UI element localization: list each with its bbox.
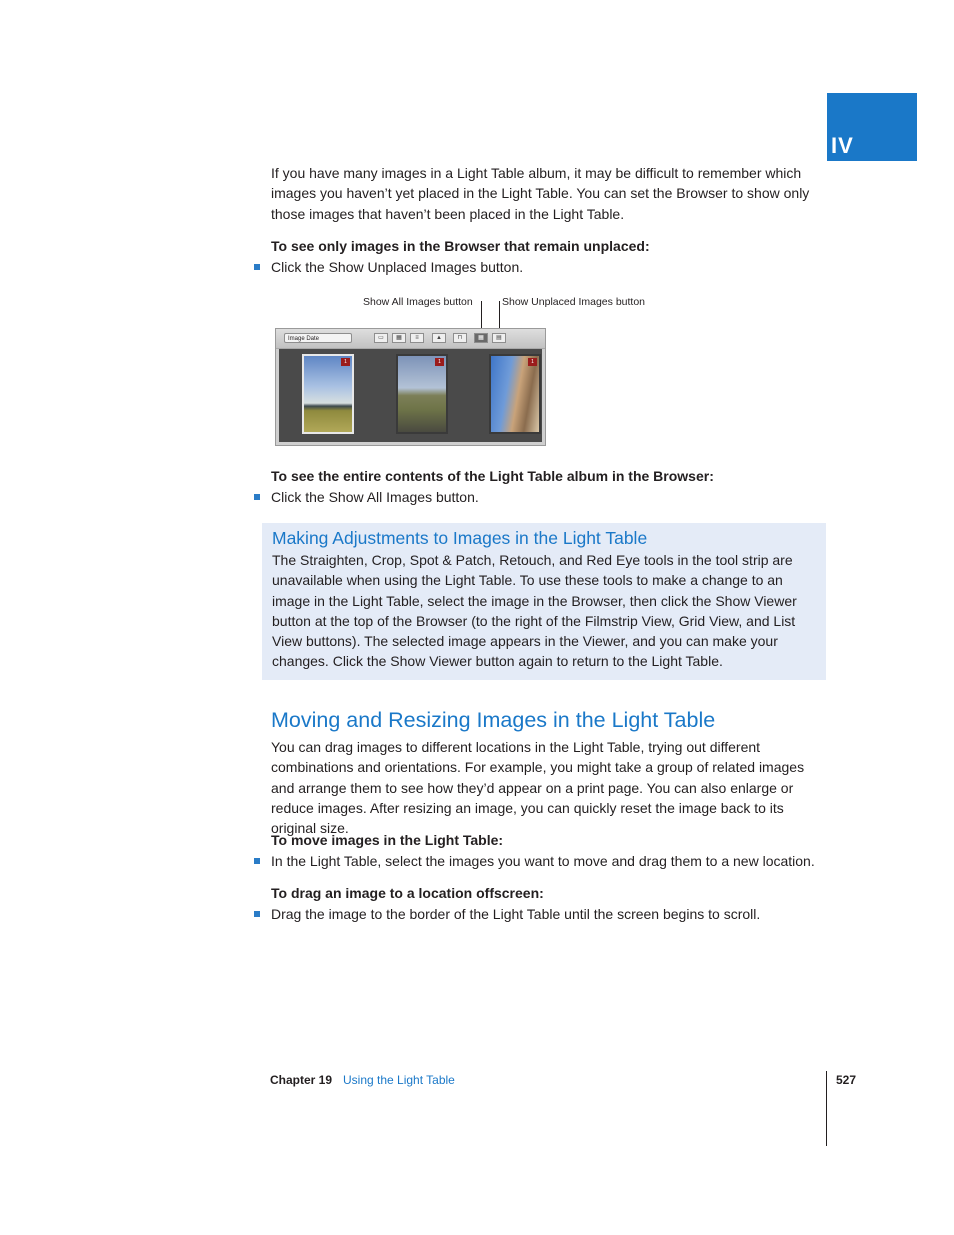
bullet-text: Click the Show All Images button.: [271, 489, 479, 505]
badge: 1: [435, 358, 444, 366]
badge: 1: [341, 358, 350, 366]
thumbnail-image[interactable]: [489, 354, 541, 434]
badge: 1: [528, 358, 537, 366]
bullet-square-icon: [254, 494, 260, 500]
lock-icon[interactable]: ⊓: [453, 333, 467, 343]
up-arrow-icon[interactable]: ▲: [432, 333, 446, 343]
note-text: The Straighten, Crop, Spot & Patch, Retouch, and Red Eye tools in the tool strip are unavailable when using the Light Table. To use these tools to make a change to an image in the Light Table, select the image in the Browser, then click the Show Viewer button at the top of the Browser (to the right of the Filmstrip View, Grid View, and List View buttons). The selected image appears in the Viewer, and you can make your changes. Click the Show Viewer button again to return to the Light Table.: [272, 552, 797, 670]
callout-show-unplaced: Show Unplaced Images button: [502, 296, 646, 308]
note-box: [262, 523, 826, 680]
footer-chapter-title[interactable]: Using the Light Table: [343, 1073, 455, 1087]
footer-divider: [826, 1071, 827, 1146]
list-view-button[interactable]: ≡: [410, 333, 424, 343]
footer-chapter: Chapter 19: [270, 1073, 333, 1087]
part-tab: [827, 93, 917, 161]
bullet-text: Click the Show Unplaced Images button.: [271, 259, 524, 275]
section-title: Moving and Resizing Images in the Light Table: [271, 708, 716, 732]
bullet-square-icon: [254, 264, 260, 270]
browser-figure: [275, 293, 675, 453]
task-heading-unplaced: To see only images in the Browser that remain unplaced:: [271, 238, 650, 254]
callout-show-all: Show All Images button: [363, 296, 473, 308]
task-heading-offscreen: To drag an image to a location offscreen:: [271, 885, 544, 901]
bullet-text: Drag the image to the border of the Light Table until the screen begins to scroll.: [271, 906, 761, 922]
sort-popup-label: Image Date: [288, 336, 320, 342]
thumbnail-image[interactable]: [302, 354, 354, 434]
task-heading-all: To see the entire contents of the Light Table album in the Browser:: [271, 468, 714, 484]
browser-screenshot: [275, 328, 546, 446]
thumbnail-image[interactable]: [396, 354, 448, 434]
browser-toolbar: [276, 329, 545, 349]
page-number: 527: [836, 1073, 857, 1087]
grid-view-button[interactable]: ▦: [392, 333, 406, 343]
intro-paragraph: If you have many images in a Light Table album, it may be difficult to remember which images you haven’t yet placed in the Light Table. You can set the Browser to show only those images that haven’t been placed in the Light Table.: [271, 165, 810, 222]
section-paragraph: You can drag images to different locations in the Light Table, trying out different combinations and orientations. For example, you might take a group of related images and arrange them to see how they’d appear on a print page. You can also enlarge or reduce images. After resizing an image, you can quickly reset the image back to its original size.: [271, 739, 805, 837]
part-label: IV: [831, 133, 854, 158]
thumbnail-area: [279, 349, 542, 442]
task-heading-move: To move images in the Light Table:: [271, 832, 504, 848]
bullet-square-icon: [254, 858, 260, 864]
show-unplaced-images-button[interactable]: ▤: [492, 333, 506, 343]
show-all-images-button[interactable]: ▦: [474, 333, 488, 343]
sort-popup[interactable]: [284, 333, 352, 343]
bullet-square-icon: [254, 911, 260, 917]
bullet-text: In the Light Table, select the images you want to move and drag them to a new location.: [271, 853, 815, 869]
filmstrip-view-button[interactable]: ▭: [374, 333, 388, 343]
note-title: Making Adjustments to Images in the Light Table: [272, 528, 648, 548]
